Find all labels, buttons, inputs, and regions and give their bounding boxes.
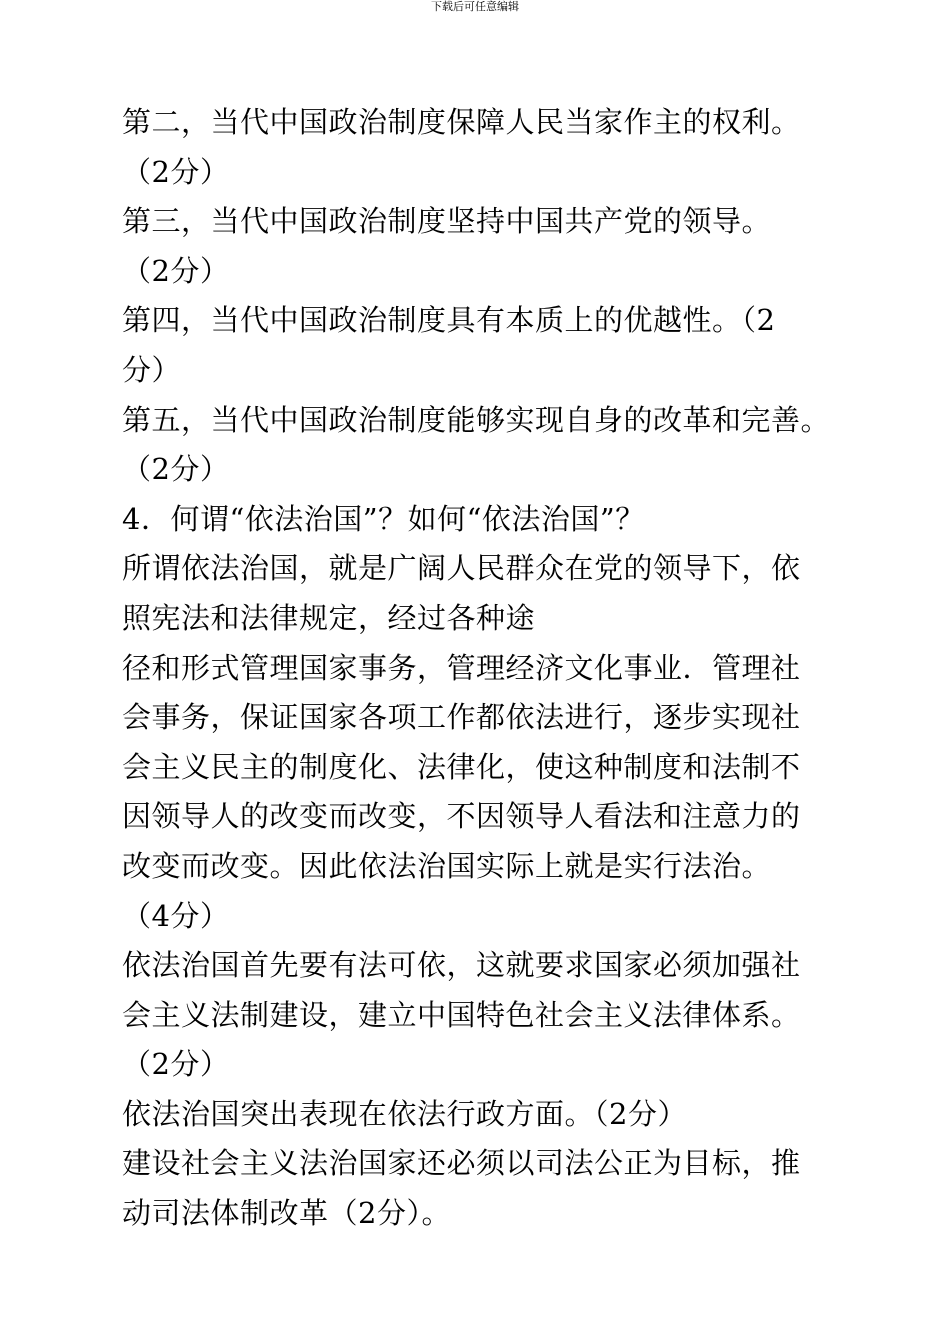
text-line: 动司法体制改革（2分）。 — [122, 1196, 451, 1231]
text-line: 建设社会主义法治国家还必须以司法公正为目标，推 — [122, 1146, 801, 1181]
text-line: 第二，当代中国政治制度保障人民当家作主的权利。 — [122, 105, 801, 139]
text-line: （2分） — [122, 154, 230, 189]
text-line: （2分） — [122, 452, 230, 487]
text-line: 径和形式管理国家事务，管理经济文化事业．管理社 — [122, 650, 801, 685]
text-line: 会主义法制建设，建立中国特色社会主义法律体系。 — [122, 997, 801, 1032]
page-header: 下载后可任意编辑 — [431, 0, 519, 13]
text-line: 因领导人的改变而改变，不因领导人看法和注意力的 — [122, 799, 801, 834]
text-line: （2分） — [122, 1047, 230, 1082]
text-line: 分） — [122, 352, 182, 387]
text-line: 照宪法和法律规定，经过各种途 — [122, 600, 536, 635]
text-line: 第三，当代中国政治制度坚持中国共产党的领导。 — [122, 204, 772, 239]
text-line: 第四，当代中国政治制度具有本质上的优越性。（2 — [122, 303, 776, 338]
text-line: 依法治国突出表现在依法行政方面。（2分） — [122, 1096, 687, 1131]
text-line: 会事务，保证国家各项工作都依法进行，逐步实现社 — [122, 700, 801, 735]
text-line: 第五，当代中国政治制度能够实现自身的改革和完善。 — [122, 402, 831, 437]
text-line: 改变而改变。因此依法治国实际上就是实行法治。 — [122, 848, 772, 883]
text-line: 会主义民主的制度化、法律化，使这种制度和法制不 — [122, 749, 801, 784]
text-line: 所谓依法治国，就是广阔人民群众在党的领导下，依 — [122, 551, 801, 586]
text-line: （4分） — [122, 898, 230, 933]
document-body — [122, 98, 892, 1239]
text-line: 依法治国首先要有法可依，这就要求国家必须加强社 — [122, 948, 801, 983]
question-heading: 4．何谓“依法治国”？如何“依法治国”？ — [122, 501, 645, 536]
text-line: （2分） — [122, 253, 230, 288]
